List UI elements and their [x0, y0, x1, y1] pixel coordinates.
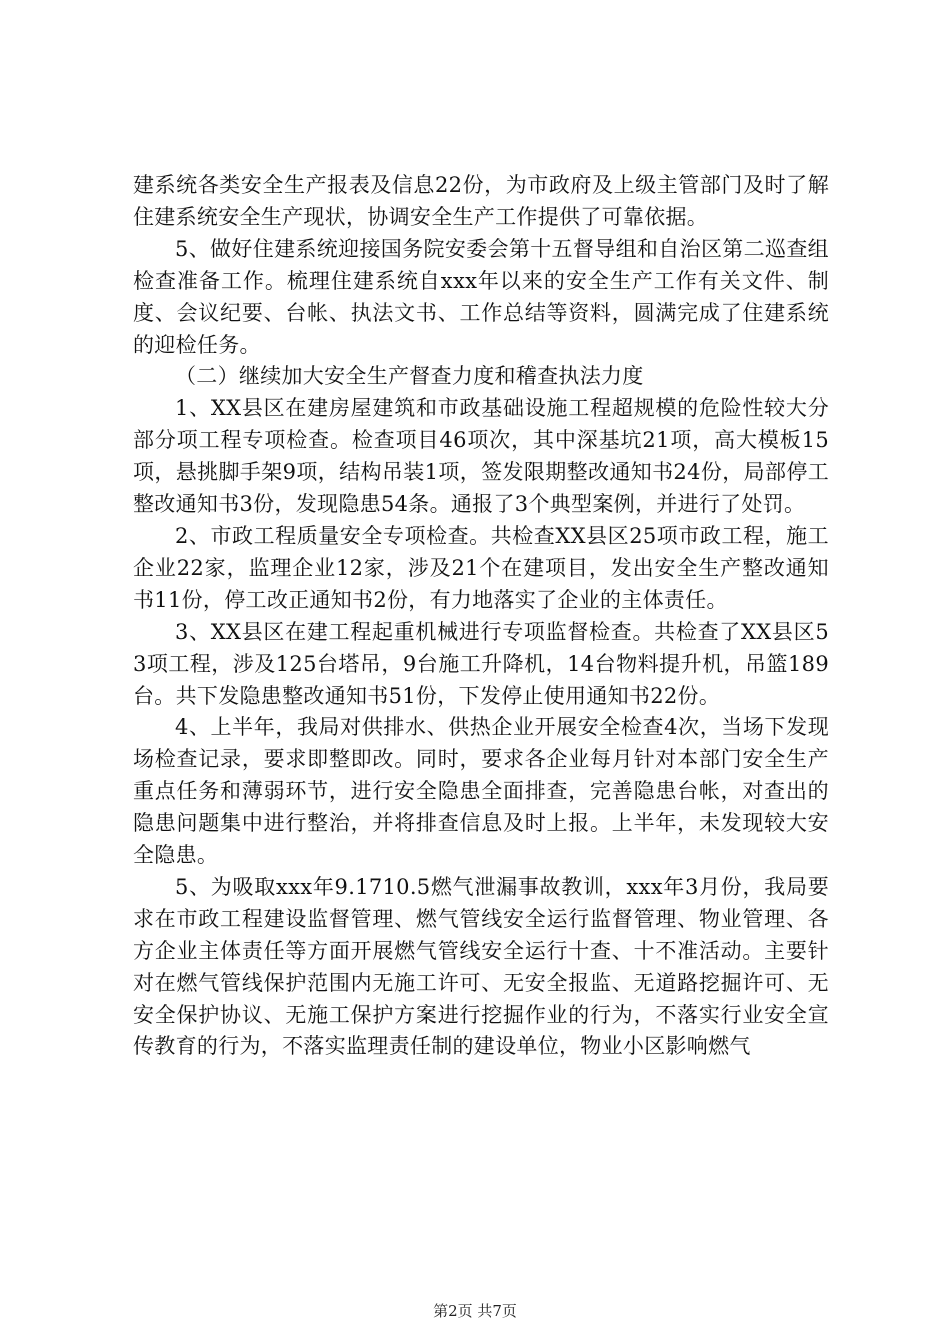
- paragraph-item-4-utility-inspection: 4、上半年，我局对供排水、供热企业开展安全检查4次，当场下发现场检查记录，要求即整即改。同时，要求各企业每月针对本部门安全生产重点任务和薄弱环节，进行安全隐患全面排查，完善隐患台帐，对查出的隐患问题集中进行整治，并将排查信息及时上报。上半年，未发现较大安全隐患。: [133, 715, 829, 868]
- document-body: [133, 170, 829, 1063]
- paragraph-item-5-gas-safety: 5、为吸取xxx年9.1710.5燃气泄漏事故教训，xxx年3月份，我局要求在市政工程建设监督管理、燃气管线安全运行监督管理、物业管理、各方企业主体责任等方面开展燃气管线安全运行十查、十不准活动。主要针对在燃气管线保护范围内无施工许可、无安全报监、无道路挖掘许可、无安全保护协议、无施工保护方案进行挖掘作业的行为，不落实行业安全宣传教育的行为，不落实监理责任制的建设单位，物业小区影响燃气: [133, 874, 829, 1059]
- page-number-footer: 第2页 共7页: [433, 1302, 517, 1320]
- paragraph-item-3-crane-inspection: 3、XX县区在建工程起重机械进行专项监督检查。共检查了XX县区53项工程，涉及125台塔吊，9台施工升降机，14台物料提升机，吊篮189台。共下发隐患整改通知书51份，下发停止使用通知书22份。: [133, 619, 829, 708]
- paragraph-item-1-special-inspection: 1、XX县区在建房屋建筑和市政基础设施工程超规模的危险性较大分部分项工程专项检查。检查项目46项次，其中深基坑21项，高大模板15项，悬挑脚手架9项，结构吊装1项，签发限期整改通知书24份，局部停工整改通知书3份，发现隐患54条。通报了3个典型案例，并进行了处罚。: [133, 396, 829, 517]
- paragraph-item-5-inspection-prep: 5、做好住建系统迎接国务院安委会第十五督导组和自治区第二巡查组检查准备工作。梳理住建系统自xxx年以来的安全生产工作有关文件、制度、会议纪要、台帐、执法文书、工作总结等资料，圆满完成了住建系统的迎检任务。: [133, 236, 829, 357]
- paragraph-item-2-municipal-inspection: 2、市政工程质量安全专项检查。共检查XX县区25项市政工程，施工企业22家，监理企业12家，涉及21个在建项目，发出安全生产整改通知书11份，停工改正通知书2份，有力地落实了企业的主体责任。: [133, 523, 829, 612]
- section-heading: （二）继续加大安全生产督查力度和稽查执法力度: [175, 364, 644, 389]
- paragraph-continuation: 建系统各类安全生产报表及信息22份，为市政府及上级主管部门及时了解住建系统安全生产现状，协调安全生产工作提供了可靠依据。: [133, 173, 829, 229]
